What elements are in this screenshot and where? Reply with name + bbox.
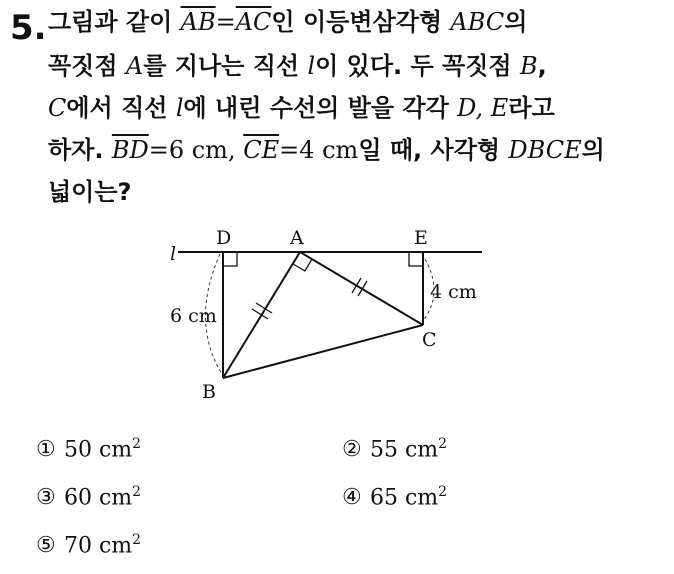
segment-ab: $\overline{AB}$ [180, 8, 216, 36]
var-l: l [175, 94, 184, 122]
var-l: l [307, 52, 316, 80]
choice-exponent: 2 [132, 532, 142, 548]
choice-exponent: 2 [438, 436, 448, 452]
choice-exponent: 2 [132, 436, 142, 452]
label-b: B [202, 381, 216, 403]
label-d: D [216, 227, 232, 249]
question-line-4 [48, 134, 605, 166]
triangle-abc: ABC [450, 8, 505, 36]
choice-mark: ④ [342, 485, 362, 511]
ce-length: =4 cm [279, 136, 359, 164]
label-ce-length: 4 cm [430, 281, 477, 303]
question-line-1 [48, 6, 527, 38]
text-segment: 의 [504, 8, 528, 36]
segment-ac: $\overline{AC}$ [235, 8, 272, 36]
choice-4[interactable] [342, 484, 447, 510]
bd-length: =6 cm, [148, 136, 244, 164]
choice-mark: ⑤ [36, 533, 56, 559]
question-line-5 [48, 176, 131, 208]
text-segment: 꼭짓점 [48, 52, 126, 80]
label-c: C [422, 329, 437, 351]
question-line-3 [48, 92, 555, 124]
choice-value: 60 cm [64, 485, 133, 511]
label-a: A [290, 227, 304, 249]
segment-ac [300, 252, 423, 325]
text-segment: 에 내린 수선의 발을 각각 [183, 94, 458, 122]
choice-3[interactable] [36, 484, 141, 510]
text-segment: 하자. [48, 136, 112, 164]
choice-value: 65 cm [370, 485, 439, 511]
text-segment: 일 때, 사각형 [358, 136, 509, 164]
choice-5[interactable] [36, 532, 141, 558]
equals-sign: = [215, 8, 236, 36]
right-angle-a [293, 259, 312, 271]
choice-exponent: 2 [132, 484, 142, 500]
segment-bd: $\overline{BD}$ [111, 136, 149, 164]
choice-value: 70 cm [64, 533, 133, 559]
text-segment: 라고 [508, 94, 555, 122]
text-segment: 그림과 같이 [48, 8, 181, 36]
question-number: 5. [10, 8, 47, 48]
choice-2[interactable] [342, 436, 447, 462]
label-l: l [170, 243, 177, 265]
var-d: D [457, 94, 476, 122]
text-segment: 넓이는? [48, 178, 132, 206]
choice-mark: ② [342, 437, 362, 463]
choice-1[interactable] [36, 436, 141, 462]
text-segment: 인 이등변삼각형 [271, 8, 451, 36]
right-angle-e [409, 252, 423, 266]
choice-mark: ③ [36, 485, 56, 511]
label-e: E [414, 227, 428, 249]
text-segment: 를 지나는 직선 [143, 52, 308, 80]
text-segment: 에서 직선 [66, 94, 176, 122]
right-angle-d [223, 252, 237, 266]
var-a: A [125, 52, 144, 80]
choice-mark: ① [36, 437, 56, 463]
choice-value: 50 cm [64, 437, 133, 463]
geometry-figure [160, 222, 500, 407]
choice-value: 55 cm [370, 437, 439, 463]
label-bd-length: 6 cm [170, 305, 217, 327]
quad-dbce: DBCE [508, 136, 582, 164]
tick-ac-1 [352, 278, 361, 293]
text-segment: , [537, 52, 547, 80]
question-line-2 [48, 50, 547, 82]
var-b: B [519, 52, 538, 80]
var-e: E [490, 94, 509, 122]
text-segment: 의 [581, 136, 605, 164]
segment-ce: $\overline{CE}$ [243, 136, 280, 164]
text-segment: 이 있다. 두 꼭짓점 [315, 52, 520, 80]
comma: , [475, 94, 491, 122]
choice-exponent: 2 [438, 484, 448, 500]
var-c: C [48, 94, 67, 122]
segment-bc [223, 325, 423, 378]
tick-ac-2 [358, 281, 367, 296]
